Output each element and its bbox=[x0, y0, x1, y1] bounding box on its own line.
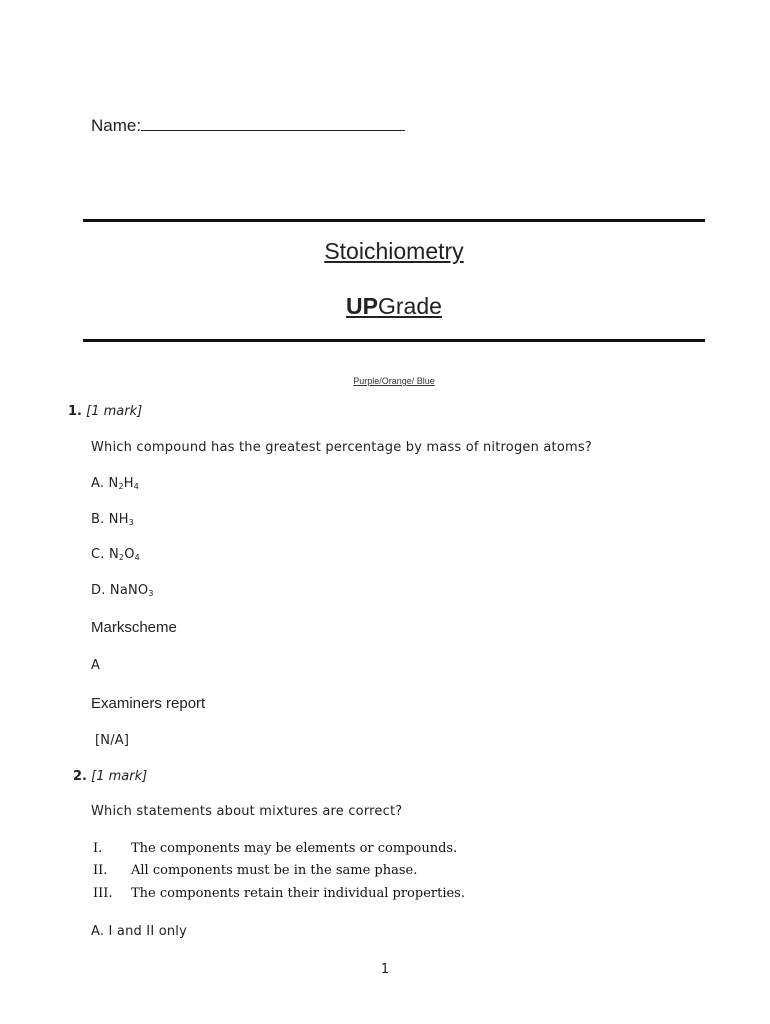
statement-2: II. All components must be in the same phase. bbox=[93, 863, 418, 878]
bottom-rule bbox=[83, 339, 705, 342]
question-1-header bbox=[68, 404, 142, 419]
name-blank-line bbox=[141, 114, 405, 131]
question-1-prompt: Which compound has the greatest percentage by mass of nitrogen atoms? bbox=[91, 440, 592, 455]
statement-3: III. The components retain their individual properties. bbox=[93, 886, 465, 901]
question-number: 1. bbox=[68, 404, 82, 419]
brand-rest: Grade bbox=[378, 293, 442, 319]
subtitle: Purple/Orange/ Blue bbox=[353, 376, 435, 386]
examiners-report-text: [N/A] bbox=[95, 733, 130, 748]
question-number: 2. bbox=[73, 769, 87, 784]
option-b: B. $NH_3$ bbox=[91, 512, 134, 527]
option-a: A. $N_2H_4$ bbox=[91, 476, 140, 491]
statement-1: I. The components may be elements or compounds. bbox=[93, 841, 458, 856]
question-marks: [1 mark] bbox=[86, 404, 143, 419]
page-number: 1 bbox=[380, 962, 390, 977]
page-title: Stoichiometry bbox=[324, 238, 464, 264]
option-d: D. NaNO$_3$ bbox=[91, 583, 154, 598]
question-2-header bbox=[73, 769, 147, 784]
name-field bbox=[91, 114, 405, 136]
markscheme-heading: Markscheme bbox=[91, 619, 177, 636]
question-2-option-a: A. I and II only bbox=[91, 924, 188, 939]
top-rule bbox=[83, 219, 705, 222]
option-c: C. $N_2O_4$ bbox=[91, 547, 140, 562]
brand-title bbox=[83, 293, 705, 320]
name-label: Name: bbox=[91, 116, 142, 135]
brand-bold: UP bbox=[346, 293, 378, 319]
markscheme-answer: A bbox=[91, 658, 101, 673]
question-2-prompt: Which statements about mixtures are correct? bbox=[91, 804, 403, 819]
question-marks: [1 mark] bbox=[91, 769, 148, 784]
examiners-report-heading: Examiners report bbox=[91, 695, 206, 712]
